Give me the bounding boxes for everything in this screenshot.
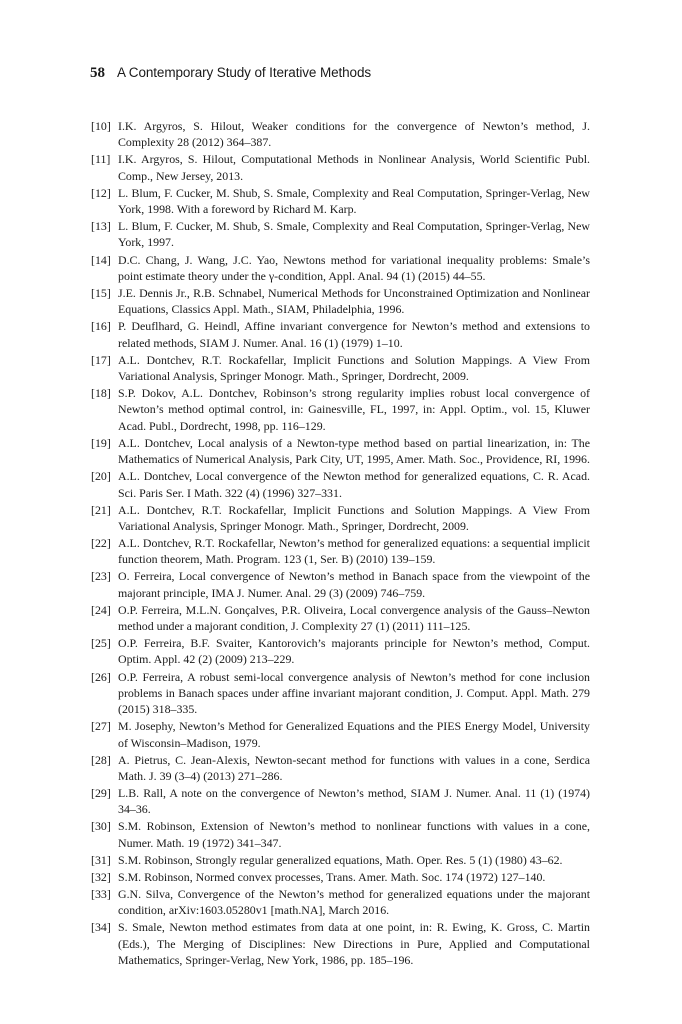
reference-text: S.M. Robinson, Extension of Newton’s method to nonlinear functions with values in a cone, Numer. Math. 19 (1972) 341–347. [118, 819, 590, 850]
reference-number: [14] [91, 252, 111, 267]
reference-text: S. Smale, Newton method estimates from data at one point, in: R. Ewing, K. Gross, C. Martin (Eds.), The Merging of Disciplines: New Directions in Pure, Applied and Computational Mathematics, Springer-Verlag, New York, 1986, pp. 185–196. [118, 920, 590, 967]
reference-text: O.P. Ferreira, M.L.N. Gonçalves, P.R. Oliveira, Local convergence analysis of the Gauss–Newton method under a majorant condition, J. Complexity 27 (1) (2011) 111–125. [118, 602, 590, 634]
reference-item [91, 886, 590, 919]
reference-text: S.M. Robinson, Normed convex processes, Trans. Amer. Math. Soc. 174 (1972) 127–140. [118, 869, 546, 884]
reference-item [91, 385, 590, 434]
reference-text: I.K. Argyros, S. Hilout, Weaker conditions for the convergence of Newton’s method, J. Complexity 28 (2012) 364–387. [118, 119, 590, 150]
reference-item [91, 468, 590, 501]
reference-item [91, 285, 590, 318]
reference-number: [27] [91, 719, 111, 734]
reference-number: [28] [91, 752, 111, 767]
reference-text: A.L. Dontchev, R.T. Rockafellar, Implicit Functions and Solution Mappings. A View From Variational Analysis, Springer Monogr. Math., Springer, Dordrecht, 2009. [118, 352, 590, 384]
reference-text: O.P. Ferreira, A robust semi-local convergence analysis of Newton’s method for cone inclusion problems in Banach spaces under affine invariant majorant condition, J. Comput. Appl. Math. 279 (2015) 318–335. [118, 669, 590, 717]
reference-number: [11] [91, 152, 111, 167]
reference-item [91, 818, 590, 851]
reference-text: A.L. Dontchev, Local convergence of the Newton method for generalized equations, C. R. Acad. Sci. Paris Ser. I Math. 322 (4) (1996) 327–331. [118, 469, 590, 500]
reference-text: A.L. Dontchev, R.T. Rockafellar, Newton’s method for generalized equations: a sequential implicit function theorem, Math. Program. 123 (1, Ser. B) (2010) 139–159. [118, 535, 590, 567]
reference-text: A.L. Dontchev, Local analysis of a Newton-type method based on partial linearization, in: The Mathematics of Numerical Analysis, Park City, UT, 1995, Amer. Math. Soc., Providence, RI, 1996. [118, 435, 590, 467]
reference-number: [34] [91, 920, 111, 935]
reference-number: [21] [91, 502, 111, 517]
reference-item [91, 869, 590, 885]
reference-item [91, 852, 590, 868]
reference-item [91, 118, 590, 151]
reference-text: S.M. Robinson, Strongly regular generalized equations, Math. Oper. Res. 5 (1) (1980) 43–62. [118, 852, 563, 867]
reference-number: [16] [91, 319, 111, 334]
reference-item [91, 151, 590, 184]
reference-item [91, 318, 590, 351]
reference-number: [26] [91, 669, 111, 684]
reference-number: [19] [91, 435, 111, 450]
reference-text: S.P. Dokov, A.L. Dontchev, Robinson’s strong regularity implies robust local convergence of Newton’s method optimal control, in: Gainesville, FL, 1997, in: Appl. Optim., vol. 15, Kluwer Acad. Publ., Dordrecht, 1998, pp. 116–129. [118, 386, 590, 433]
reference-number: [13] [91, 219, 111, 234]
reference-item [91, 785, 590, 818]
reference-number: [23] [91, 569, 111, 584]
reference-number: [17] [91, 352, 111, 367]
reference-item [91, 752, 590, 785]
reference-list [91, 118, 590, 968]
reference-item [91, 252, 590, 285]
reference-number: [32] [91, 869, 111, 884]
reference-number: [31] [91, 852, 111, 867]
reference-item [91, 568, 590, 601]
reference-text: O.P. Ferreira, B.F. Svaiter, Kantorovich’s majorants principle for Newton’s method, Comput. Optim. Appl. 42 (2) (2009) 213–229. [118, 636, 590, 667]
reference-item [91, 602, 590, 635]
reference-item [91, 185, 590, 218]
reference-item [91, 919, 590, 968]
reference-text: D.C. Chang, J. Wang, J.C. Yao, Newtons method for variational inequality problems: Smale’s point estimate theory under the γ-condition, Appl. Anal. 94 (1) (2015) 44–55. [118, 252, 590, 283]
reference-number: [33] [91, 886, 111, 901]
reference-item [91, 435, 590, 468]
reference-text: M. Josephy, Newton’s Method for Generalized Equations and the PIES Energy Model, University of Wisconsin–Madison, 1979. [118, 719, 590, 750]
reference-item [91, 352, 590, 385]
reference-number: [30] [91, 819, 111, 834]
reference-number: [22] [91, 535, 111, 550]
page-number: 58 [90, 65, 105, 81]
reference-item [91, 218, 590, 251]
reference-number: [18] [91, 386, 111, 401]
reference-text: A.L. Dontchev, R.T. Rockafellar, Implicit Functions and Solution Mappings. A View From Variational Analysis, Springer Monogr. Math., Springer, Dordrecht, 2009. [118, 502, 590, 533]
reference-text: L. Blum, F. Cucker, M. Shub, S. Smale, Complexity and Real Computation, Springer-Verlag, New York, 1998. With a foreword by Richard M. Karp. [118, 185, 590, 217]
reference-text: I.K. Argyros, S. Hilout, Computational Methods in Nonlinear Analysis, World Scientific Publ. Comp., New Jersey, 2013. [118, 152, 590, 183]
reference-number: [20] [91, 469, 111, 484]
reference-item [91, 535, 590, 568]
reference-item [91, 502, 590, 535]
reference-number: [15] [91, 285, 111, 300]
reference-item [91, 669, 590, 718]
reference-text: P. Deuflhard, G. Heindl, Affine invariant convergence for Newton’s method and extensions to related methods, SIAM J. Numer. Anal. 16 (1) (1979) 1–10. [118, 319, 590, 350]
reference-item [91, 635, 590, 668]
reference-text: G.N. Silva, Convergence of the Newton’s method for generalized equations under the majorant condition, arXiv:1603.05280v1 [math.NA], March 2016. [118, 886, 590, 918]
reference-number: [12] [91, 185, 111, 200]
reference-text: L.B. Rall, A note on the convergence of Newton’s method, SIAM J. Numer. Anal. 11 (1) (1974) 34–36. [118, 786, 590, 817]
reference-item [91, 718, 590, 751]
reference-text: L. Blum, F. Cucker, M. Shub, S. Smale, Complexity and Real Computation, Springer-Verlag, New York, 1997. [118, 219, 590, 250]
reference-text: J.E. Dennis Jr., R.B. Schnabel, Numerical Methods for Unconstrained Optimization and Nonlinear Equations, Classics Appl. Math., SIAM, Philadelphia, 1996. [118, 285, 590, 317]
reference-text: A. Pietrus, C. Jean-Alexis, Newton-secant method for functions with values in a cone, Serdica Math. J. 39 (3–4) (2013) 271–286. [118, 752, 590, 783]
running-title: A Contemporary Study of Iterative Methods [117, 65, 372, 80]
reference-number: [10] [91, 119, 111, 133]
reference-number: [24] [91, 602, 111, 617]
reference-text: O. Ferreira, Local convergence of Newton’s method in Banach space from the viewpoint of the majorant principle, IMA J. Numer. Anal. 29 (3) (2009) 746–759. [118, 569, 590, 600]
page-header [90, 64, 610, 84]
reference-number: [29] [91, 786, 111, 801]
reference-number: [25] [91, 636, 111, 651]
